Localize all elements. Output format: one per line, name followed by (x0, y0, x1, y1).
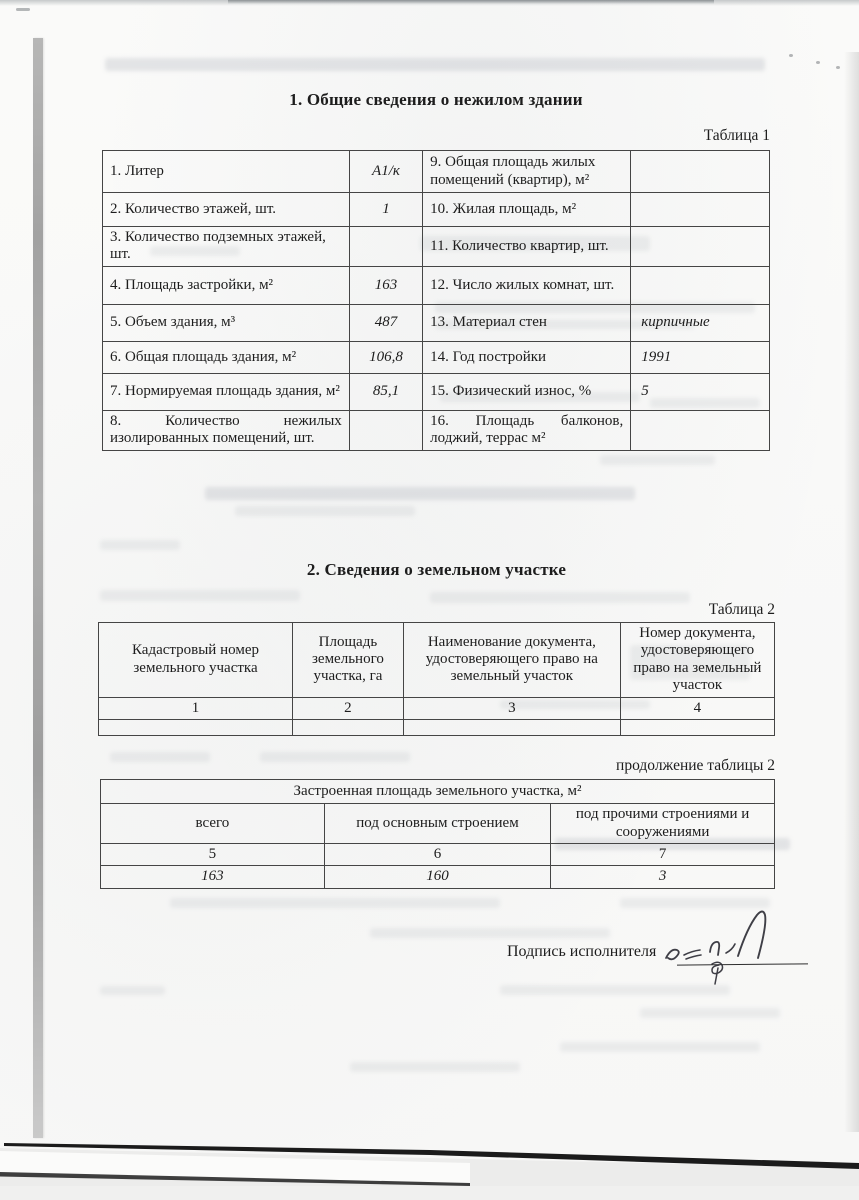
table-row (103, 304, 770, 341)
table1-caption: Таблица 1 (703, 127, 770, 144)
column-header: всего (101, 804, 325, 844)
label-cell: 16. Площадь балконов, лоджий, террас м² (423, 410, 631, 450)
table-row (103, 193, 770, 227)
label-cell: 15. Физический износ, % (423, 373, 631, 410)
table2-caption: Таблица 2 (708, 601, 775, 618)
value-cell: кирпичные (631, 304, 770, 341)
column-number: 2 (293, 697, 404, 719)
column-header: Наименование документа, удостоверяющего право на земельный участок (403, 623, 620, 698)
table-row (99, 719, 775, 735)
table-row (99, 623, 775, 698)
signature-label: Подпись исполнителя (507, 943, 657, 960)
scan-speck (836, 66, 840, 69)
table2cont-caption: продолжение таблицы 2 (616, 757, 775, 774)
column-number: 1 (99, 697, 293, 719)
value-cell (99, 719, 293, 735)
value-cell: 487 (349, 304, 422, 341)
column-header: под прочими строениями и сооружениями (551, 804, 775, 844)
table-row (103, 410, 770, 450)
value-cell (349, 410, 422, 450)
table-row (103, 373, 770, 410)
scan-top-edge-dark (228, 0, 714, 4)
scan-bottom-page-edge (0, 1120, 859, 1200)
section2-title: 2. Сведения о земельном участке (306, 560, 567, 579)
value-cell: 163 (101, 866, 325, 888)
label-cell: 14. Год постройки (423, 341, 631, 373)
bleed-through-smudge (205, 487, 635, 500)
value-cell: 163 (349, 266, 422, 304)
value-cell (403, 719, 620, 735)
bleed-through-smudge (235, 506, 415, 516)
value-cell (631, 266, 770, 304)
label-cell: 7. Нормируемая площадь здания, м² (103, 373, 350, 410)
label-cell: 1. Литер (103, 151, 350, 193)
scan-speck (789, 54, 793, 57)
table-row (99, 697, 775, 719)
value-cell (631, 410, 770, 450)
bleed-through-smudge (100, 590, 300, 601)
column-number: 3 (403, 697, 620, 719)
value-cell: А1/к (349, 151, 422, 193)
label-cell: 13. Материал стен (423, 304, 631, 341)
value-cell: 1 (349, 193, 422, 227)
table-row (101, 844, 775, 866)
value-cell (631, 227, 770, 267)
column-number: 4 (620, 697, 774, 719)
bleed-through-smudge (100, 540, 180, 550)
bleed-through-smudge (560, 1042, 760, 1052)
land-plot-continuation-table (100, 779, 775, 889)
label-cell: 9. Общая площадь жилых помещений (квартир), м² (423, 151, 631, 193)
table-row (103, 341, 770, 373)
column-header: Площадь земельного участка, га (293, 623, 404, 698)
span-header: Застроенная площадь земельного участка, м² (101, 780, 775, 804)
table-row (101, 780, 775, 804)
table-row (101, 804, 775, 844)
value-cell (349, 227, 422, 267)
land-plot-table (98, 622, 775, 736)
scan-speck (816, 61, 820, 64)
label-cell: 3. Количество подземных этажей, шт. (103, 227, 350, 267)
value-cell: 85,1 (349, 373, 422, 410)
bleed-through-smudge (600, 455, 715, 465)
column-header: под основным строением (324, 804, 550, 844)
scan-left-fold-shadow (33, 38, 43, 1138)
label-cell: 6. Общая площадь здания, м² (103, 341, 350, 373)
label-cell: 11. Количество квартир, шт. (423, 227, 631, 267)
handwritten-signature (650, 902, 820, 992)
bleed-through-smudge (640, 1008, 780, 1018)
column-number: 5 (101, 844, 325, 866)
value-cell (620, 719, 774, 735)
column-number: 6 (324, 844, 550, 866)
table-row (103, 227, 770, 267)
label-cell: 10. Жилая площадь, м² (423, 193, 631, 227)
value-cell (293, 719, 404, 735)
bleed-through-smudge (100, 986, 165, 995)
general-info-table (102, 150, 770, 451)
column-header: Кадастровый номер земельного участка (99, 623, 293, 698)
table-row (101, 866, 775, 888)
column-number: 7 (551, 844, 775, 866)
label-cell: 2. Количество этажей, шт. (103, 193, 350, 227)
value-cell: 3 (551, 866, 775, 888)
value-cell (631, 193, 770, 227)
scan-corner-mark (16, 8, 30, 11)
label-cell: 4. Площадь застройки, м² (103, 266, 350, 304)
value-cell: 160 (324, 866, 550, 888)
bleed-through-smudge (350, 1062, 520, 1072)
section1-title: 1. Общие сведения о нежилом здании (289, 90, 583, 109)
scan-right-edge-shadow (844, 52, 859, 1132)
bleed-through-smudge (170, 898, 500, 908)
table-row (103, 266, 770, 304)
value-cell (631, 151, 770, 193)
label-cell: 12. Число жилых комнат, шт. (423, 266, 631, 304)
label-cell: 5. Объем здания, м³ (103, 304, 350, 341)
bleed-through-smudge (370, 928, 610, 938)
table-row (103, 151, 770, 193)
bleed-through-smudge (105, 58, 765, 71)
value-cell: 106,8 (349, 341, 422, 373)
column-header: Номер документа, удостоверяющего право на земельный участок (620, 623, 774, 698)
value-cell: 5 (631, 373, 770, 410)
label-cell: 8. Количество нежилых изолированных помещений, шт. (103, 410, 350, 450)
value-cell: 1991 (631, 341, 770, 373)
